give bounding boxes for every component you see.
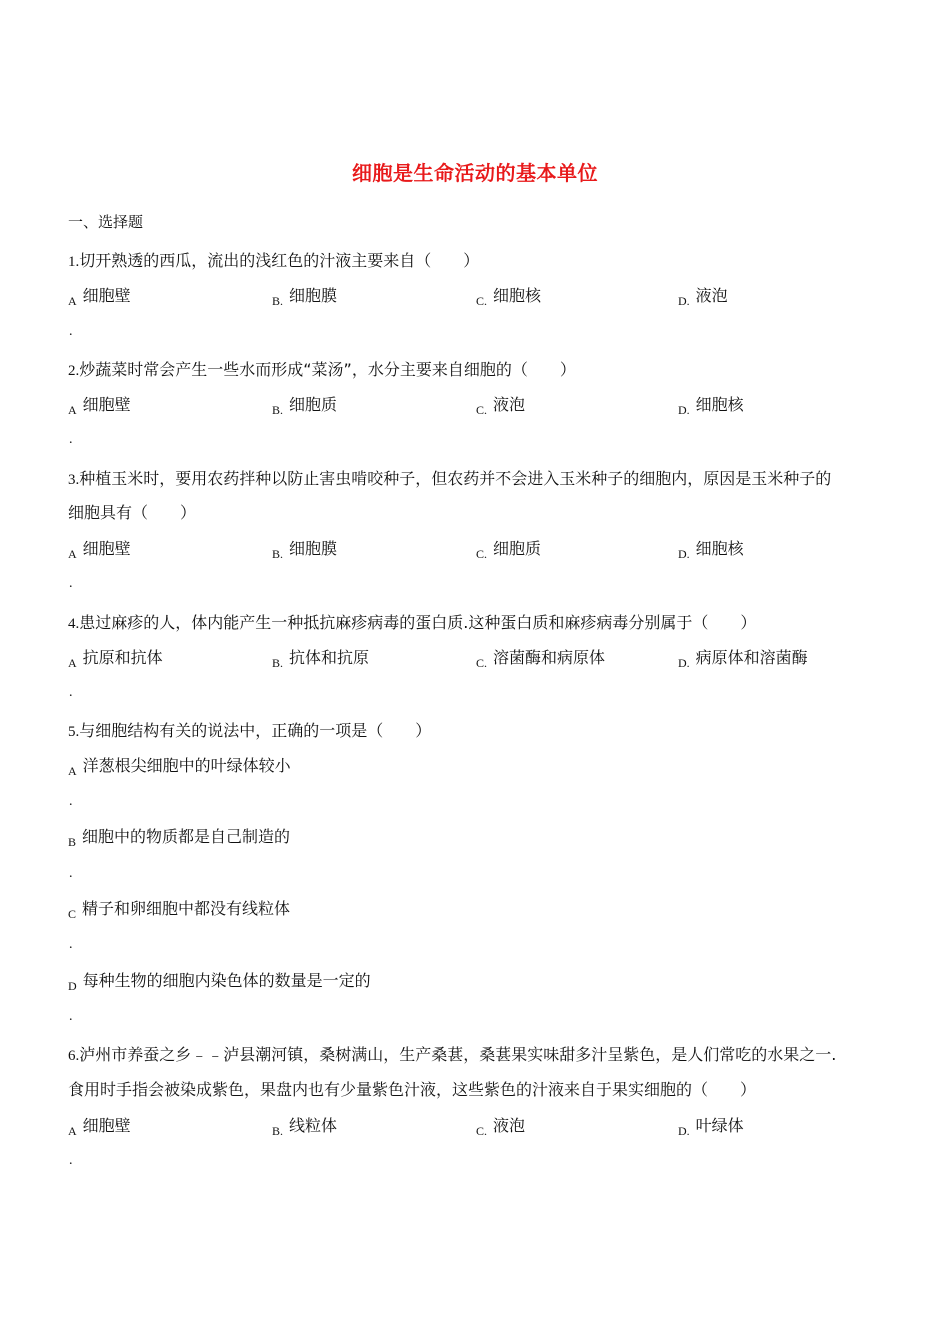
option-text: 病原体和溶菌酶 — [695, 648, 808, 667]
question-text: 切开熟透的西瓜，流出的浅红色的汁液主要来自（ ） — [79, 251, 480, 270]
question-number: 6. — [68, 1048, 80, 1064]
option-letter: C. — [476, 656, 488, 670]
q4-option-a[interactable] — [68, 645, 163, 668]
q4-option-c[interactable] — [476, 645, 605, 668]
option-text: 细胞质 — [289, 395, 338, 414]
question-text: 种植玉米时，要用农药拌种以防止害虫啃咬种子，但农药并不会进入玉米种子的细胞内，原因是玉米种子的 — [79, 469, 832, 488]
q2-option-a[interactable] — [68, 392, 131, 415]
separator-dot: . — [69, 685, 73, 700]
option-text: 洋葱根尖细胞中的叶绿体较小 — [82, 756, 291, 775]
q1-option-a[interactable] — [68, 283, 131, 306]
option-letter: B. — [272, 403, 284, 417]
option-text: 细胞壁 — [82, 395, 131, 414]
separator-dot: . — [69, 794, 73, 809]
q3-option-b[interactable] — [272, 536, 337, 559]
question-text: 泸州市养蚕之乡﹣﹣泸县潮河镇，桑树满山，生产桑葚，桑葚果实味甜多汁呈紫色，是人们常吃的水果之一. — [79, 1045, 837, 1064]
option-letter: B. — [272, 656, 284, 670]
separator-dot: . — [69, 576, 73, 591]
q4-option-b[interactable] — [272, 645, 369, 668]
q6-option-a[interactable] — [68, 1113, 131, 1136]
question-5-stem — [68, 718, 431, 741]
question-text: 患过麻疹的人，体内能产生一种抵抗麻疹病毒的蛋白质.这种蛋白质和麻疹病毒分别属于（ ） — [79, 613, 757, 632]
option-text: 抗原和抗体 — [82, 648, 163, 667]
option-text: 细胞核 — [493, 286, 542, 305]
option-text: 细胞壁 — [82, 1116, 131, 1135]
separator-dot: . — [69, 1153, 73, 1168]
option-letter: D. — [678, 294, 690, 308]
option-text: 细胞中的物质都是自己制造的 — [82, 827, 291, 846]
option-letter: C. — [476, 294, 488, 308]
section-heading: 一、选择题 — [68, 213, 144, 231]
option-text: 细胞核 — [695, 395, 744, 414]
question-6-stem-continued: 食用时手指会被染成紫色，果盘内也有少量紫色汁液，这些紫色的汁液来自于果实细胞的（ ） — [68, 1080, 757, 1099]
option-letter: A — [68, 656, 77, 670]
q6-option-d[interactable] — [678, 1113, 744, 1136]
option-letter: B. — [272, 1124, 284, 1138]
question-4-stem — [68, 610, 756, 633]
q3-option-d[interactable] — [678, 536, 744, 559]
q4-option-d[interactable] — [678, 645, 808, 668]
page-title: 细胞是生命活动的基本单位 — [352, 161, 598, 185]
option-text: 每种生物的细胞内染色体的数量是一定的 — [82, 971, 371, 990]
question-number: 3. — [68, 472, 80, 488]
option-letter: B — [68, 835, 77, 849]
q1-option-d[interactable] — [678, 283, 728, 306]
q6-option-b[interactable] — [272, 1113, 337, 1136]
option-text: 细胞膜 — [289, 539, 338, 558]
q6-option-c[interactable] — [476, 1113, 525, 1136]
option-text: 溶菌酶和病原体 — [493, 648, 606, 667]
option-letter: A — [68, 547, 77, 561]
q2-option-d[interactable] — [678, 392, 744, 415]
option-letter: D. — [678, 656, 690, 670]
option-letter: A — [68, 294, 77, 308]
option-letter: C. — [476, 547, 488, 561]
question-2-stem — [68, 357, 576, 380]
option-text: 抗体和抗原 — [289, 648, 370, 667]
q2-option-c[interactable] — [476, 392, 525, 415]
option-text: 液泡 — [695, 286, 728, 305]
option-letter: A — [68, 403, 77, 417]
option-text: 叶绿体 — [695, 1116, 744, 1135]
q5-option-c[interactable] — [68, 896, 290, 919]
q5-option-b[interactable] — [68, 824, 290, 847]
separator-dot: . — [69, 432, 73, 447]
option-text: 细胞核 — [695, 539, 744, 558]
question-text: 与细胞结构有关的说法中，正确的一项是（ ） — [79, 721, 432, 740]
option-letter: A — [68, 1124, 77, 1138]
option-text: 精子和卵细胞中都没有线粒体 — [82, 899, 291, 918]
question-number: 2. — [68, 363, 80, 379]
option-letter: C. — [476, 403, 488, 417]
q2-option-b[interactable] — [272, 392, 337, 415]
option-letter: D. — [678, 1124, 690, 1138]
option-letter: C. — [476, 1124, 488, 1138]
question-text: 炒蔬菜时常会产生一些水而形成“菜汤”，水分主要来自细胞的（ ） — [79, 360, 576, 379]
option-text: 细胞质 — [493, 539, 542, 558]
q5-option-a[interactable] — [68, 753, 291, 776]
option-text: 细胞壁 — [82, 539, 131, 558]
q5-option-d[interactable] — [68, 968, 371, 991]
q3-option-a[interactable] — [68, 536, 131, 559]
q1-option-c[interactable] — [476, 283, 541, 306]
option-text: 液泡 — [493, 395, 526, 414]
question-3-stem — [68, 466, 831, 489]
option-letter: D. — [678, 403, 690, 417]
separator-dot: . — [69, 866, 73, 881]
question-number: 1. — [68, 254, 80, 270]
separator-dot: . — [69, 324, 73, 339]
option-letter: A — [68, 764, 77, 778]
option-letter: D. — [678, 547, 690, 561]
question-6-stem — [68, 1042, 836, 1065]
question-3-stem-continued: 细胞具有（ ） — [68, 503, 197, 522]
option-letter: D — [68, 979, 77, 993]
separator-dot: . — [69, 1009, 73, 1024]
option-text: 细胞壁 — [82, 286, 131, 305]
question-number: 4. — [68, 616, 80, 632]
q3-option-c[interactable] — [476, 536, 541, 559]
separator-dot: . — [69, 937, 73, 952]
option-text: 线粒体 — [289, 1116, 338, 1135]
option-letter: B. — [272, 294, 284, 308]
question-1-stem — [68, 248, 479, 271]
question-number: 5. — [68, 724, 80, 740]
option-text: 细胞膜 — [289, 286, 338, 305]
option-text: 液泡 — [493, 1116, 526, 1135]
q1-option-b[interactable] — [272, 283, 337, 306]
option-letter: C — [68, 907, 77, 921]
option-letter: B. — [272, 547, 284, 561]
